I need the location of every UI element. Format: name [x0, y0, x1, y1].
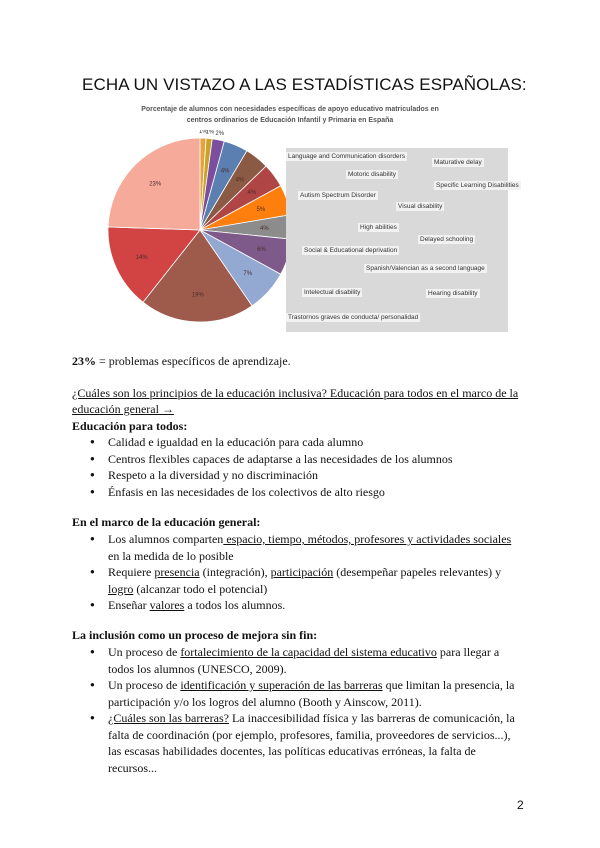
pie-data-label: 7% [243, 271, 253, 278]
legend-item: Specific Learning Disabilities [436, 182, 519, 189]
pie-data-label: 4% [260, 225, 269, 232]
legend-item: Social & Educational deprivation [304, 247, 398, 254]
inclusion-process-list [0, 644, 600, 776]
chart-title-line2: centros ordinarios de Educación Infantil y Primaria en España [186, 117, 394, 124]
section-heading-inclusion-process: La inclusión como un proceso de mejora sin fin: [72, 628, 318, 642]
education-for-all-list [0, 434, 600, 500]
page-number: 2 [517, 798, 524, 812]
pie-data-label: 5% [256, 206, 266, 213]
legend-item: Spanish/Valencian as a second language [366, 265, 485, 272]
list-item: ● ¿Cuáles son las barreras? La inaccesibilidad física y las barreras de comunicación, la falta de coordinación (por ejemplo, profesores, familia, proveedores de servicios...), las escasas habilidades docentes, las políticas educativas erróneas, la falta de recursos... [72, 710, 600, 776]
legend-item: Delayed schooling [420, 236, 474, 243]
legend-item: Autism Spectrum Disorder [300, 192, 376, 199]
legend-item: Language and Communication disorders [288, 153, 406, 160]
legend-item: Maturative delay [434, 159, 482, 166]
pie-data-label: 4% [235, 177, 245, 184]
legend-item: Trastornos graves de conducta/ personalidad [288, 314, 419, 321]
stat-note: 23% = problemas específicos de aprendizaje. [72, 354, 291, 368]
legend-item: Intelectual disability [304, 289, 361, 296]
page-title: ECHA UN VISTAZO A LAS ESTADÍSTICAS ESPAÑOLAS: [82, 75, 527, 94]
principles-question-cont: educación general → [72, 402, 174, 416]
chart-legend [286, 148, 519, 332]
section-heading-general-framework: En el marco de la educación general: [72, 515, 261, 529]
chart-title-line1: Porcentaje de alumnos con necesidades específicas de apoyo educativo matriculados en [141, 106, 439, 113]
pie-data-label: 4% [220, 168, 230, 175]
list-item: ● Requiere presencia (integración), participación (desempeñar papeles relevantes) y logro (alcanzar todo el potencial) [72, 564, 600, 597]
legend-item: High abilities [360, 224, 397, 231]
list-item: ● Respeto a la diversidad y no discriminación [72, 467, 600, 484]
pie-data-label: 6% [257, 247, 266, 254]
pie-chart [100, 130, 300, 330]
list-item: ● Un proceso de fortalecimiento de la capacidad del sistema educativo para llegar a todos los alumnos (UNESCO, 2009). [72, 644, 600, 677]
legend-item: Hearing disability [428, 290, 478, 297]
pie-data-label: 1% [198, 130, 208, 136]
list-item: ● Centros flexibles capaces de adaptarse a las necesidades de los alumnos [72, 451, 600, 468]
pie-data-label: 19% [191, 292, 204, 299]
list-item: ● Los alumnos comparten espacio, tiempo, métodos, profesores y actividades sociales en la medida de lo posible [72, 531, 600, 564]
list-item: ● Calidad e igualdad en la educación para cada alumno [72, 434, 600, 451]
list-item: ● Énfasis en las necesidades de los colectivos de alto riesgo [72, 484, 600, 501]
pie-data-label: 2% [215, 130, 225, 137]
pie-data-label: 4% [247, 189, 257, 196]
general-framework-list [0, 531, 600, 614]
list-item: ● Enseñar valores a todos los alumnos. [72, 597, 600, 614]
legend-item: Visual disability [398, 203, 443, 210]
principles-question: ¿Cuáles son los principios de la educación inclusiva? Educación para todos en el marco de la [72, 386, 519, 400]
chart-title [70, 104, 510, 126]
pie-data-label: 1% [205, 130, 215, 136]
pie-data-label: 14% [135, 255, 148, 262]
pie-data-label: 23% [149, 181, 162, 188]
legend-item: Motoric disability [348, 171, 397, 178]
list-item: ● Un proceso de identificación y superación de las barreras que limitan la presencia, la participación y/o los logros del alumno (Booth y Ainscow, 2011). [72, 677, 600, 710]
section-heading-education-for-all: Educación para todos: [72, 419, 188, 433]
